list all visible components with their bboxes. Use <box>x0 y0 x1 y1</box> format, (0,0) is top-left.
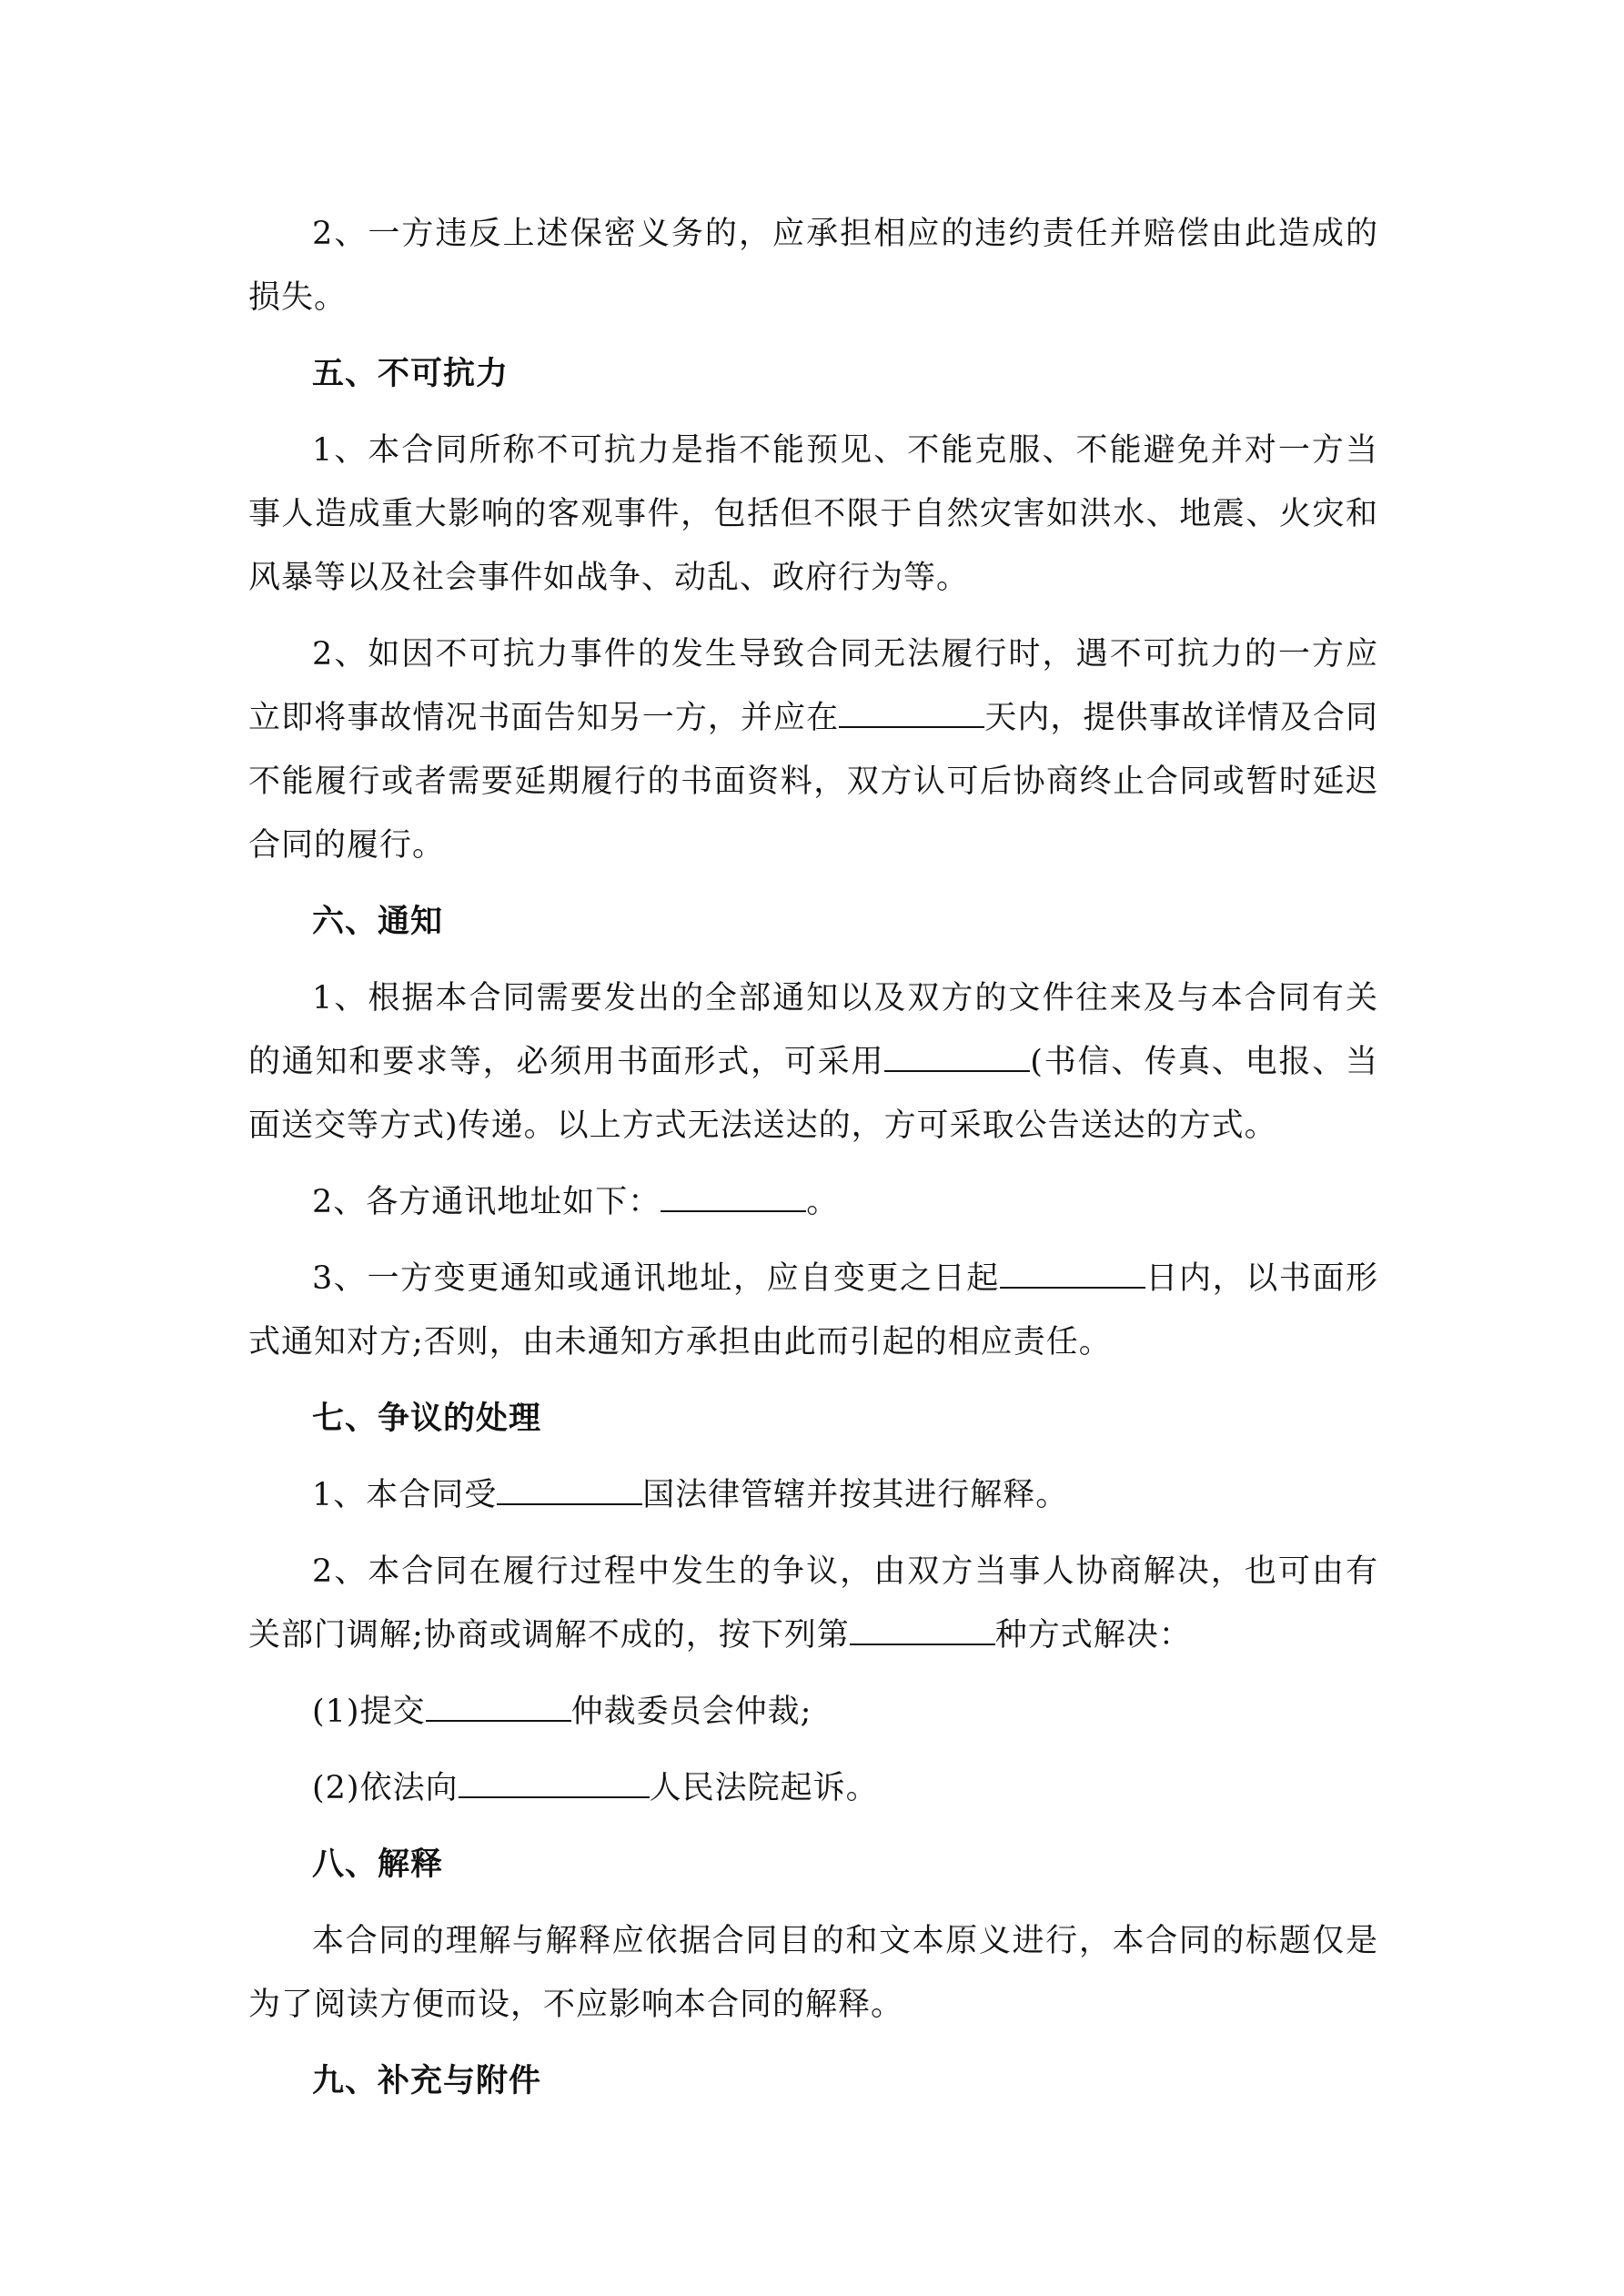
clause-6-3: 3、一方变更通知或通讯地址，应自变更之日起 日内，以书面形式通知对方;否则，由未通知方承担由此而引起的相应责任。 <box>248 1260 1378 1360</box>
clause-7-option-2: (2)依法向 人民法院起诉。 <box>312 1770 879 1806</box>
section-7-title: 七、争议的处理 <box>312 1401 542 1437</box>
blank-notice-days-field[interactable] <box>1000 1259 1145 1289</box>
blank-court-field[interactable] <box>459 1769 650 1798</box>
section-9-title: 九、补充与附件 <box>312 2063 542 2099</box>
section-6-title: 六、通知 <box>312 904 444 940</box>
clause-7-1: 1、本合同受 国法律管辖并按其进行解释。 <box>312 1477 1069 1513</box>
blank-method-field[interactable] <box>884 1043 1030 1072</box>
clause-8-1: 本合同的理解与解释应依据合同目的和文本原义进行，本合同的标题仅是为了阅读方便而设，不应影响本合同的解释。 <box>248 1923 1378 2023</box>
section-8-title: 八、解释 <box>312 1846 444 1883</box>
clause-5-1: 1、本合同所称不可抗力是指不能预见、不能克服、不能避免并对一方当事人造成重大影响的客观事件，包括但不限于自然灾害如洪水、地震、火灾和风暴等以及社会事件如战争、动乱、政府行为等。 <box>248 432 1378 596</box>
blank-arbitration-field[interactable] <box>426 1693 571 1722</box>
clause-7-2: 2、本合同在履行过程中发生的争议，由双方当事人协商解决，也可由有关部门调解;协商或调解不成的，按下列第 种方式解决： <box>248 1553 1378 1654</box>
blank-option-number-field[interactable] <box>850 1616 995 1645</box>
clause-4-2: 2、一方违反上述保密义务的，应承担相应的违约责任并赔偿由此造成的损失。 <box>248 216 1378 316</box>
clause-6-1: 1、根据本合同需要发出的全部通知以及双方的文件往来及与本合同有关的通知和要求等，必须用书面形式，可采用 (书信、传真、电报、当面送交等方式)传递。以上方式无法送达的，方可采取公告送达的方式。 <box>248 980 1378 1144</box>
clause-7-option-1: (1)提交 仲裁委员会仲裁; <box>312 1694 812 1730</box>
blank-address-field[interactable] <box>661 1183 806 1212</box>
clause-6-2: 2、各方通讯地址如下： 。 <box>312 1184 840 1220</box>
section-5-title: 五、不可抗力 <box>312 356 509 392</box>
blank-days-field[interactable] <box>839 699 984 728</box>
blank-country-field[interactable] <box>497 1476 642 1505</box>
clause-5-2: 2、如因不可抗力事件的发生导致合同无法履行时，遇不可抗力的一方应立即将事故情况书面告知另一方，并应在 天内，提供事故详情及合同不能履行或者需要延期履行的书面资料，双方认可后协商终止合同或暂时延迟合同的履行。 <box>248 636 1378 864</box>
